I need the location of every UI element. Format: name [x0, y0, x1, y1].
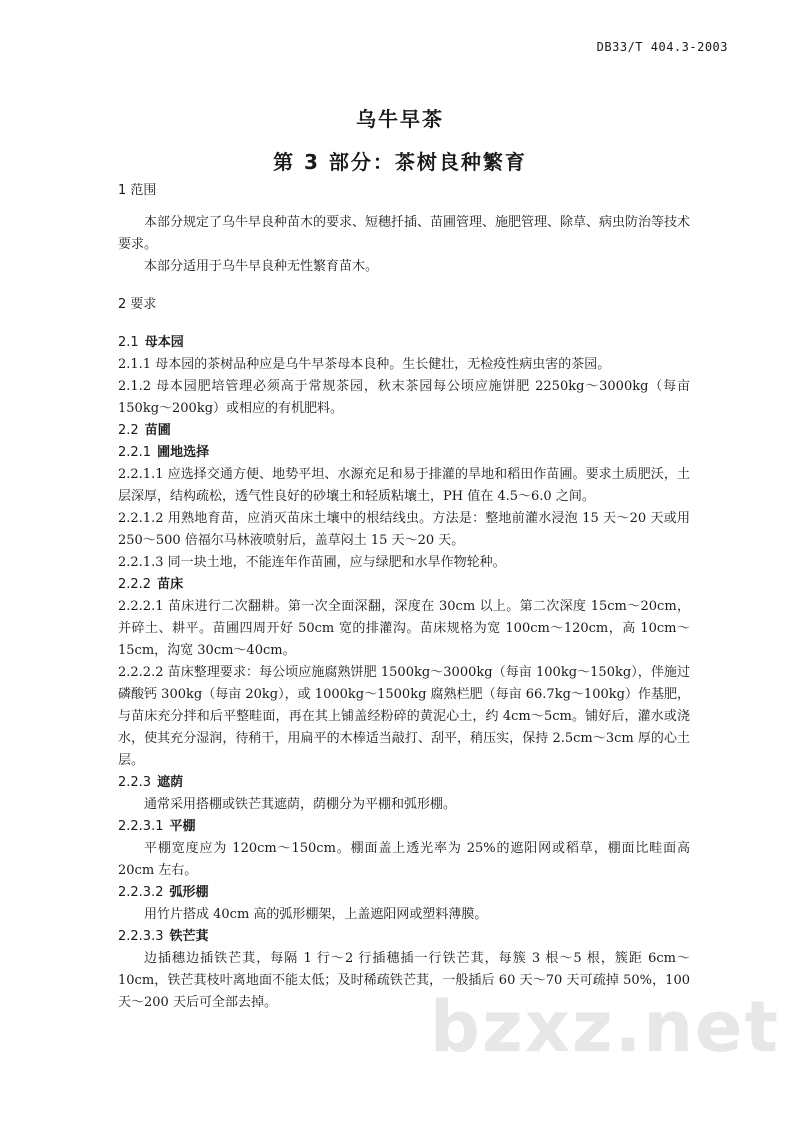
- section-number: 2.2.2: [118, 577, 152, 592]
- section-title: 母本园: [144, 335, 184, 350]
- section-number: 2.2.3.3: [118, 929, 164, 944]
- section-1-paragraph-2: 本部分适用于乌牛早良种无性繁育苗木。: [144, 259, 379, 274]
- clause-2-2-3-3: 边插穗边插铁芒萁，每隔 1 行～2 行插穗插一行铁芒萁，每簇 3 根～5 根，簇距 6cm～10cm，铁芒萁枝叶离地面不能太低；及时稀疏铁芒萁，一般插后 60 天～70 天可疏掉 50%，100 天～200 天后可全部去掉。: [118, 951, 690, 1010]
- clause-2-2-2-2: 2.2.2.2 苗床整理要求：每公顷应施腐熟饼肥 1500kg～3000kg（每亩 100kg～150kg），伴施过磷酸钙 300kg（每亩 20kg），或 1000kg～1500kg 腐熟栏肥（每亩 66.7kg～100kg）作基肥，与苗床充分拌和后平整畦面，再在其上铺盖经粉碎的黄泥心土，约 4cm～5cm。铺好后，灌水或浇水，使其充分湿润，待稍干，用扁平的木棒适当敲打、刮平，稍压实，保持 2.5cm～3cm 厚的心土层。: [118, 665, 690, 768]
- section-title: 铁芒萁: [169, 929, 209, 944]
- clause-2-1-2: 2.1.2 母本园肥培管理必须高于常规茶园，秋末茶园每公顷应施饼肥 2250kg～3000kg（每亩150kg～200kg）或相应的有机肥料。: [118, 379, 690, 416]
- section-title: 圃地选择: [157, 445, 210, 460]
- clause-2-2-3-2: 用竹片搭成 40cm 高的弧形棚架，上盖遮阳网或塑料薄膜。: [144, 907, 488, 922]
- section-title: 苗床: [157, 577, 184, 592]
- section-2-2-3-heading: [118, 772, 690, 794]
- clause-2-2-2-1: 2.2.2.1 苗床进行二次翻耕。第一次全面深翻，深度在 30cm 以上。第二次深度 15cm～20cm，并碎土、耕平。苗圃四周开好 50cm 宽的排灌沟。苗床规格为宽 100cm～120cm，高 10cm～15cm，沟宽 30cm～40cm。: [118, 599, 690, 658]
- clause-2-2-1-2: 2.2.1.2 用熟地育苗，应消灭苗床土壤中的根结线虫。方法是：整地前灌水浸泡 15 天～20 天或用 250～500 倍福尔马林液喷射后，盖草闷土 15 天～20 天。: [118, 511, 690, 548]
- section-title: 弧形棚: [169, 885, 209, 900]
- clause-2-1-1: 2.1.1 母本园的茶树品种应是乌牛早茶母本良种。生长健壮，无检疫性病虫害的茶园。: [118, 357, 611, 372]
- section-2-2-3-1-heading: [118, 816, 690, 838]
- section-2-2-2-heading: [118, 574, 690, 596]
- document-title: 乌牛早茶: [356, 107, 444, 131]
- clause-2-2-3-intro: 通常采用搭棚或铁芒萁遮荫，荫棚分为平棚和弧形棚。: [144, 797, 457, 812]
- section-number: 2.2.3.1: [118, 819, 164, 834]
- section-title: 遮荫: [157, 775, 184, 790]
- section-1-heading: 1 范围: [118, 183, 157, 198]
- part-title: 第 3 部分：茶树良种繁育: [273, 150, 527, 174]
- section-2-1-heading: [118, 332, 690, 354]
- section-2-2-3-3-heading: [118, 926, 690, 948]
- section-1-paragraph-1: 本部分规定了乌牛早良种苗木的要求、短穗扦插、苗圃管理、施肥管理、除草、病虫防治等技术要求。: [118, 215, 691, 252]
- section-number: 2.2.3.2: [118, 885, 164, 900]
- section-number: 2.1: [118, 335, 139, 350]
- clause-2-2-1-3: 2.2.1.3 同一块土地，不能连年作苗圃，应与绿肥和水旱作物轮种。: [118, 555, 506, 570]
- section-title: 平棚: [169, 819, 196, 834]
- clause-2-2-3-1: 平棚宽度应为 120cm～150cm。棚面盖上透光率为 25%的遮阳网或稻草，棚面比畦面高 20cm 左右。: [118, 841, 690, 878]
- section-number: 2.2: [118, 423, 139, 438]
- watermark: bzxz.net: [429, 986, 780, 1068]
- section-number: 2.2.1: [118, 445, 152, 460]
- section-2-2-3-2-heading: [118, 882, 690, 904]
- section-2-2-heading: [118, 420, 690, 442]
- section-title: 苗圃: [144, 423, 171, 438]
- section-number: 2.2.3: [118, 775, 152, 790]
- section-2-heading: 2 要求: [118, 297, 157, 312]
- document-body: [118, 180, 690, 1014]
- section-2-2-1-heading: [118, 442, 690, 464]
- clause-2-2-1-1: 2.2.1.1 应选择交通方便、地势平坦、水源充足和易于排灌的旱地和稻田作苗圃。要求土质肥沃，土层深厚，结构疏松，透气性良好的砂壤土和轻质粘壤土，PH 值在 4.5～6.0 之间。: [118, 467, 690, 504]
- standard-code: DB33/T 404.3-2003: [596, 40, 728, 54]
